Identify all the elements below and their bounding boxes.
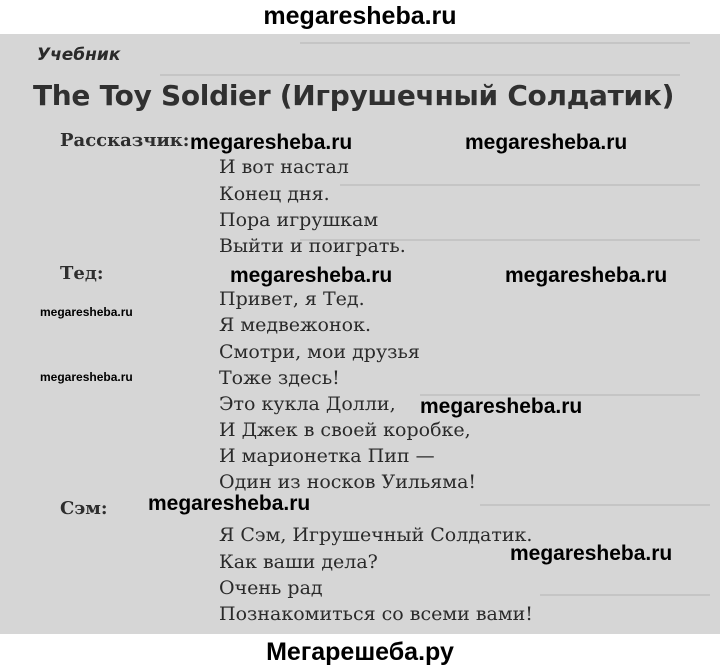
show-through-line [480, 504, 710, 506]
dialogue-line: Тоже здесь! [219, 367, 340, 389]
dialogue-line: Это кукла Долли, [219, 393, 396, 415]
show-through-line [160, 74, 680, 76]
dialogue-line: Как ваши дела? [219, 551, 378, 573]
dialogue-line: Пора игрушкам [219, 209, 379, 231]
dialogue-line: Выйти и поиграть. [219, 235, 406, 257]
watermark: megaresheba.ru [148, 492, 311, 515]
textbook-page-scan [0, 34, 720, 634]
show-through-line [340, 184, 700, 186]
dialogue-line: Очень рад [219, 577, 323, 599]
dialogue-line: Конец дня. [219, 183, 330, 205]
site-footer [0, 634, 720, 671]
dialogue-line: Я Сэм, Игрушечный Солдатик. [219, 524, 533, 546]
site-header [0, 0, 720, 34]
speaker-narrator: Рассказчик: [60, 130, 190, 151]
show-through-line [540, 594, 710, 596]
dialogue-line: И вот настал [219, 156, 349, 178]
show-through-line [300, 42, 690, 44]
watermark: megaresheba.ru [40, 305, 133, 319]
watermark: megaresheba.ru [510, 542, 673, 565]
dialogue-line: Познакомиться со всеми вами! [219, 603, 533, 625]
speaker-ted: Тед: [60, 263, 104, 284]
watermark: megaresheba.ru [40, 370, 133, 384]
site-header-text: megaresheba.ru [263, 2, 457, 30]
dialogue-line: Один из носков Уильяма! [219, 471, 477, 493]
dialogue-line: Смотри, мои друзья [219, 341, 420, 363]
page-title: The Toy Soldier (Игрушечный Солдатик) [33, 79, 675, 112]
dialogue-line: И марионетка Пип — [219, 445, 435, 467]
dialogue-line: И Джек в своей коробке, [219, 419, 471, 441]
watermark: megaresheba.ru [230, 264, 393, 287]
dialogue-line: Я медвежонок. [219, 314, 371, 336]
dialogue-line: Привет, я Тед. [219, 288, 365, 310]
watermark: megaresheba.ru [420, 395, 583, 418]
watermark: megaresheba.ru [505, 264, 668, 287]
watermark: megaresheba.ru [190, 131, 353, 154]
site-footer-text: Мегарешеба.ру [266, 638, 454, 666]
section-label: Учебник [37, 45, 121, 65]
speaker-sam: Сэм: [60, 498, 108, 519]
watermark: megaresheba.ru [465, 131, 628, 154]
